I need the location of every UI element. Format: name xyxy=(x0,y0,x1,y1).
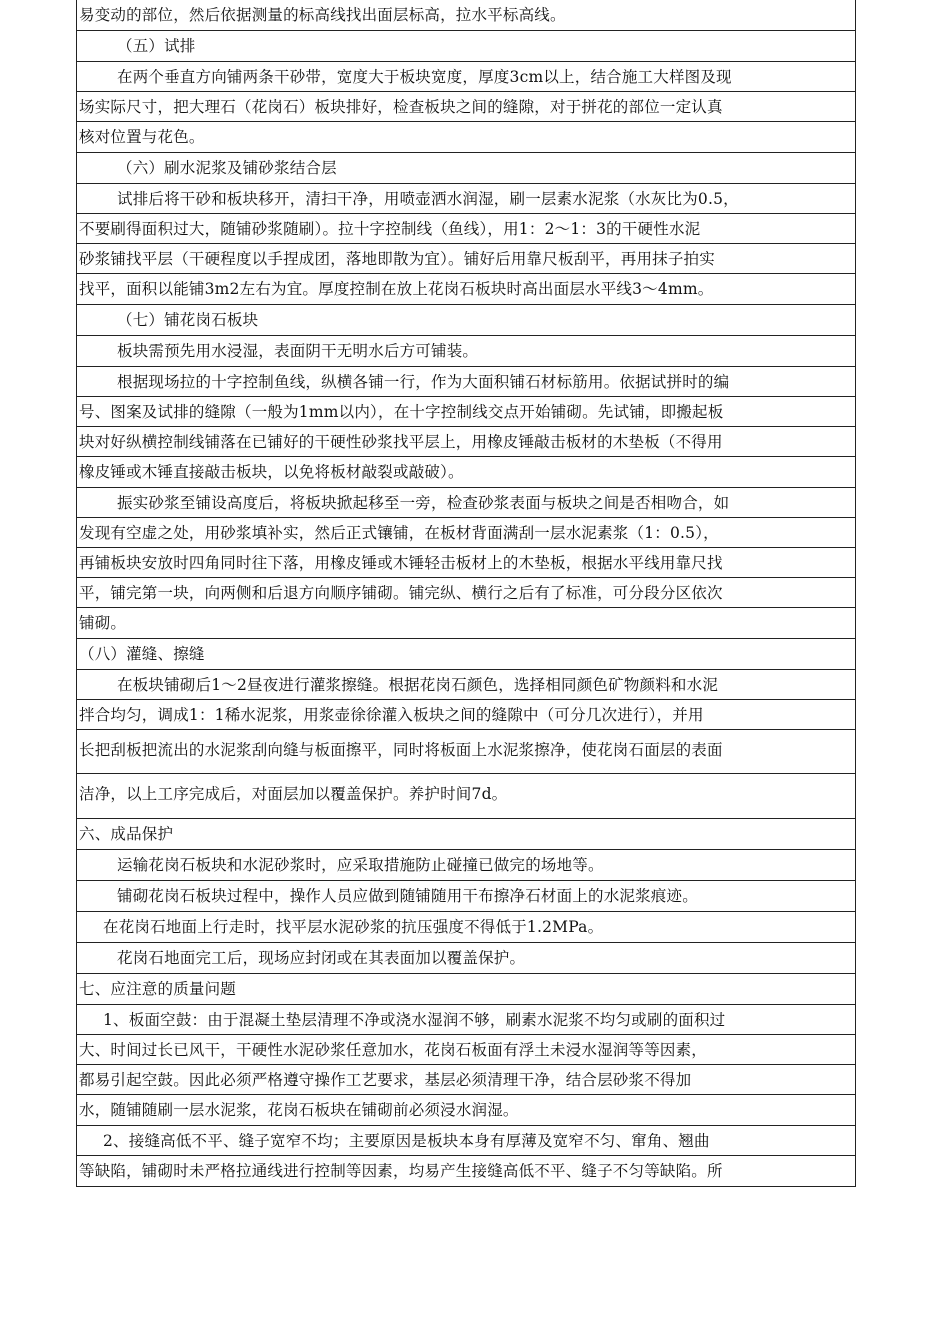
table-cell xyxy=(76,336,856,367)
document-table xyxy=(76,0,856,1187)
text-line: 找平，面积以能铺3m2左右为宜。厚度控制在放上花岗石板块时高出面层水平线3～4mm。 xyxy=(79,280,714,298)
text-line: 洁净，以上工序完成后，对面层加以覆盖保护。养护时间7d。 xyxy=(79,785,508,803)
table-cell xyxy=(76,0,856,31)
table-cell xyxy=(76,912,856,943)
text-line: 根据现场拉的十字控制鱼线，纵横各铺一行，作为大面积铺石材标筋用。依据试拼时的编 xyxy=(77,367,855,397)
text-line: 运输花岗石板块和水泥砂浆时，应采取措施防止碰撞已做完的场地等。 xyxy=(117,856,604,874)
text-line: 核对位置与花色。 xyxy=(79,128,205,146)
text-line: 不要刷得面积过大，随铺砂浆随刷）。拉十字控制线（鱼线），用1：2～1：3的干硬性水泥 xyxy=(77,214,855,244)
table-cell xyxy=(76,974,856,1005)
section-heading: 七、应注意的质量问题 xyxy=(79,980,237,998)
text-line: 在花岗石地面上行走时，找平层水泥砂浆的抗压强度不得低于1.2MPa。 xyxy=(103,918,604,936)
text-line: 长把刮板把流出的水泥浆刮向缝与板面擦平，同时将板面上水泥浆擦净，使花岗石面层的表面 xyxy=(77,730,855,774)
text-line: 都易引起空鼓。因此必须严格遵守操作工艺要求，基层必须清理干净，结合层砂浆不得加 xyxy=(77,1065,855,1095)
section-heading: （六）刷水泥浆及铺砂浆结合层 xyxy=(117,159,337,177)
table-cell xyxy=(76,819,856,850)
text-line: 发现有空虚之处，用砂浆填补实，然后正式镶铺，在板材背面满刮一层水泥素浆（1：0.5）， xyxy=(77,518,855,548)
text-line: 板块需预先用水浸湿，表面阴干无明水后方可铺装。 xyxy=(117,342,479,360)
text-line: 铺砌花岗石板块过程中，操作人员应做到随铺随用干布擦净石材面上的水泥浆痕迹。 xyxy=(117,887,698,905)
text-line: 振实砂浆至铺设高度后，将板块掀起移至一旁，检查砂浆表面与板块之间是否相吻合，如 xyxy=(77,488,855,518)
text-line: 2、接缝高低不平、缝子宽窄不均；主要原因是板块本身有厚薄及宽窄不匀、窜角、翘曲 xyxy=(77,1126,855,1156)
text-line: 在板块铺砌后1～2昼夜进行灌浆擦缝。根据花岗石颜色，选择相同颜色矿物颜料和水泥 xyxy=(77,670,855,700)
text-line: 号、图案及试排的缝隙（一般为1mm以内），在十字控制线交点开始铺砌。先试铺，即搬起板 xyxy=(77,397,855,427)
text-line: 花岗石地面完工后，现场应封闭或在其表面加以覆盖保护。 xyxy=(117,949,526,967)
table-cell xyxy=(76,62,856,153)
text-line: 场实际尺寸，把大理石（花岗石）板块排好，检查板块之间的缝隙，对于拼花的部位一定认真 xyxy=(77,92,855,122)
text-line: 在两个垂直方向铺两条干砂带，宽度大于板块宽度，厚度3cm以上，结合施工大样图及现 xyxy=(77,62,855,92)
text-line: 等缺陷，铺砌时未严格拉通线进行控制等因素，均易产生接缝高低不平、缝子不匀等缺陷。所 xyxy=(79,1162,723,1180)
text-line: 1、板面空鼓：由于混凝土垫层清理不净或浇水湿润不够，刷素水泥浆不均匀或刷的面积过 xyxy=(77,1005,855,1035)
table-cell xyxy=(76,943,856,974)
table-cell xyxy=(76,1126,856,1187)
table-cell xyxy=(76,850,856,881)
table-cell xyxy=(76,639,856,670)
table-cell xyxy=(76,31,856,62)
text-line: 再铺板块安放时四角同时往下落，用橡皮锤或木锤轻击板材上的木垫板，根据水平线用靠尺找 xyxy=(77,548,855,578)
text-line: 大、时间过长已风干，干硬性水泥砂浆任意加水，花岗石板面有浮土未浸水湿润等等因素， xyxy=(77,1035,855,1065)
text-line: 水，随铺随刷一层水泥浆，花岗石板块在铺砌前必须浸水润湿。 xyxy=(79,1101,519,1119)
section-heading: （八）灌缝、擦缝 xyxy=(79,645,205,663)
table-cell xyxy=(76,153,856,184)
text-line: 块对好纵横控制线铺落在已铺好的干硬性砂浆找平层上，用橡皮锤敲击板材的木垫板（不得用 xyxy=(77,427,855,457)
table-cell xyxy=(76,670,856,819)
table-cell xyxy=(76,488,856,639)
table-cell xyxy=(76,305,856,336)
table-cell xyxy=(76,367,856,488)
text-line: 拌合均匀，调成1：1稀水泥浆，用浆壶徐徐灌入板块之间的缝隙中（可分几次进行），并用 xyxy=(77,700,855,730)
table-cell xyxy=(76,1005,856,1126)
text-line: 平，铺完第一块，向两侧和后退方向顺序铺砌。铺完纵、横行之后有了标准，可分段分区依次 xyxy=(77,578,855,608)
text-line: 橡皮锤或木锤直接敲击板块，以免将板材敲裂或敲破）。 xyxy=(79,463,464,481)
section-heading: 六、成品保护 xyxy=(79,825,174,843)
text-line: 试排后将干砂和板块移开，清扫干净，用喷壶洒水润湿，刷一层素水泥浆（水灰比为0.5， xyxy=(77,184,855,214)
section-heading: （五）试排 xyxy=(117,37,196,55)
section-heading: （七）铺花岗石板块 xyxy=(117,311,259,329)
text-line: 砂浆铺找平层（干硬程度以手捏成团，落地即散为宜）。铺好后用靠尺板刮平，再用抹子拍实 xyxy=(77,244,855,274)
text-line: 铺砌。 xyxy=(79,614,127,632)
table-cell xyxy=(76,881,856,912)
table-cell xyxy=(76,184,856,305)
text-line: 易变动的部位，然后依据测量的标高线找出面层标高，拉水平标高线。 xyxy=(79,6,566,24)
